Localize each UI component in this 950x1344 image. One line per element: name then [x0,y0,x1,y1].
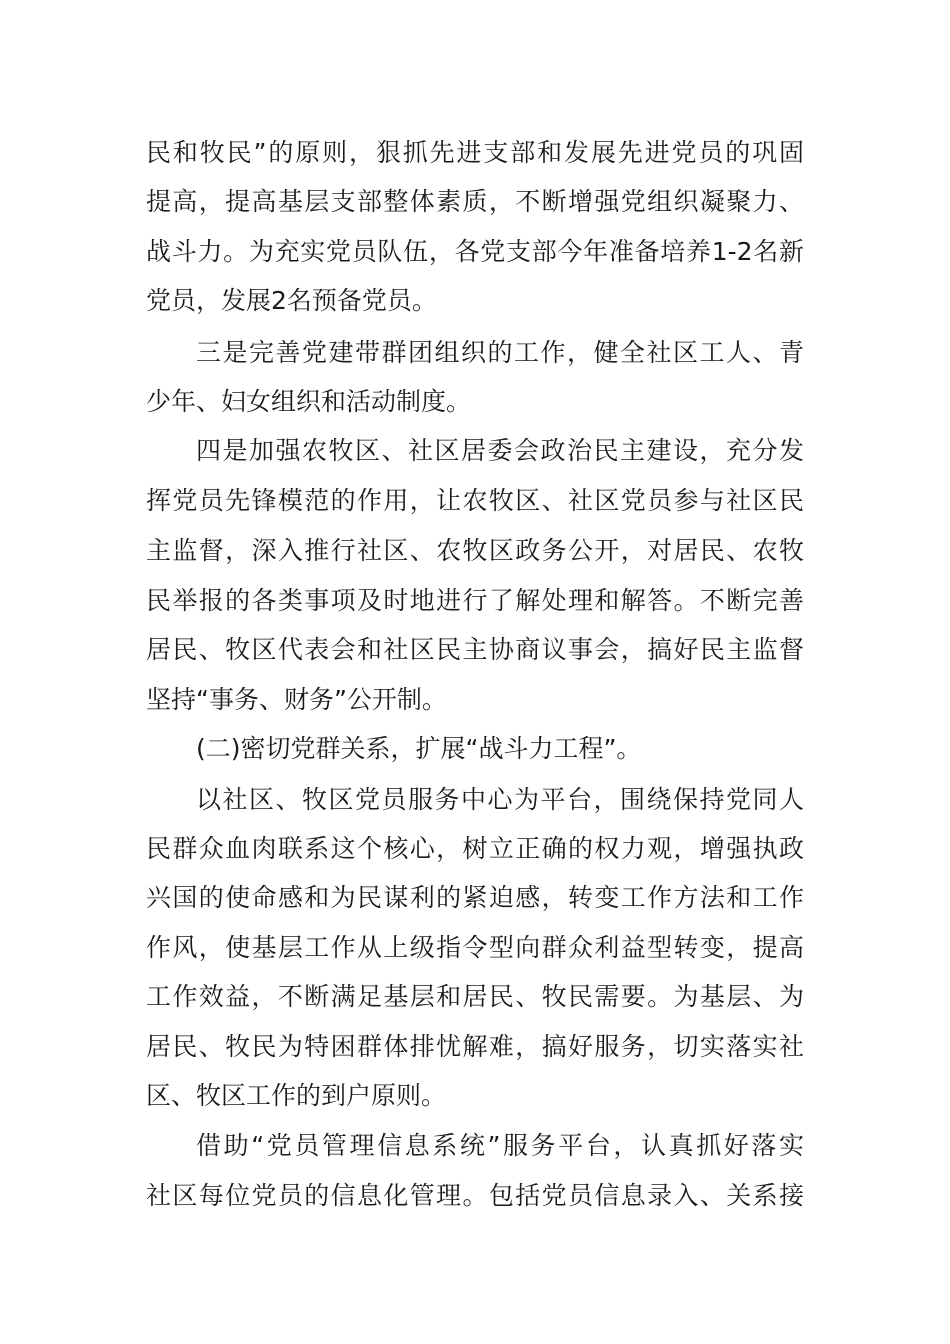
text-line: 民举报的各类事项及时地进行了解处理和解答。不断完善 [146,586,804,615]
paragraph-first-line: 以社区、牧区党员服务中心为平台，围绕保持党同人 [196,785,804,814]
text-line: 少年、妇女组织和活动制度。 [146,387,472,416]
section-heading: (二)密切党群关系，扩展“战斗力工程”。 [196,734,642,763]
paragraph-first-line: 四是加强农牧区、社区居委会政治民主建设，充分发 [196,436,804,465]
paragraph-first-line: 借助“党员管理信息系统”服务平台，认真抓好落实 [196,1131,804,1160]
text-line: 社区每位党员的信息化管理。包括党员信息录入、关系接 [146,1181,804,1210]
text-line: 战斗力。为充实党员队伍，各党支部今年准备培养1-2名新 [146,237,804,266]
text-line: 居民、牧区代表会和社区民主协商议事会，搞好民主监督 [146,635,804,664]
text-line: 区、牧区工作的到户原则。 [146,1081,447,1110]
text-line: 民和牧民”的原则，狠抓先进支部和发展先进党员的巩固 [146,138,804,167]
text-line: 党员，发展2名预备党员。 [146,286,437,315]
text-line: 居民、牧民为特困群体排忧解难，搞好服务，切实落实社 [146,1032,804,1061]
text-line: 作风，使基层工作从上级指令型向群众利益型转变，提高 [146,933,804,962]
text-line: 坚持“事务、财务”公开制。 [146,685,447,714]
text-line: 民群众血肉联系这个核心，树立正确的权力观，增强执政 [146,834,804,863]
text-line: 挥党员先锋模范的作用，让农牧区、社区党员参与社区民 [146,486,804,515]
text-line: 主监督，深入推行社区、农牧区政务公开，对居民、农牧 [146,536,804,565]
text-line: 提高，提高基层支部整体素质，不断增强党组织凝聚力、 [146,187,804,216]
text-line: 兴国的使命感和为民谋利的紧迫感，转变工作方法和工作 [146,883,804,912]
text-line: 工作效益，不断满足基层和居民、牧民需要。为基层、为 [146,982,804,1011]
paragraph-first-line: 三是完善党建带群团组织的工作，健全社区工人、青 [196,338,804,367]
